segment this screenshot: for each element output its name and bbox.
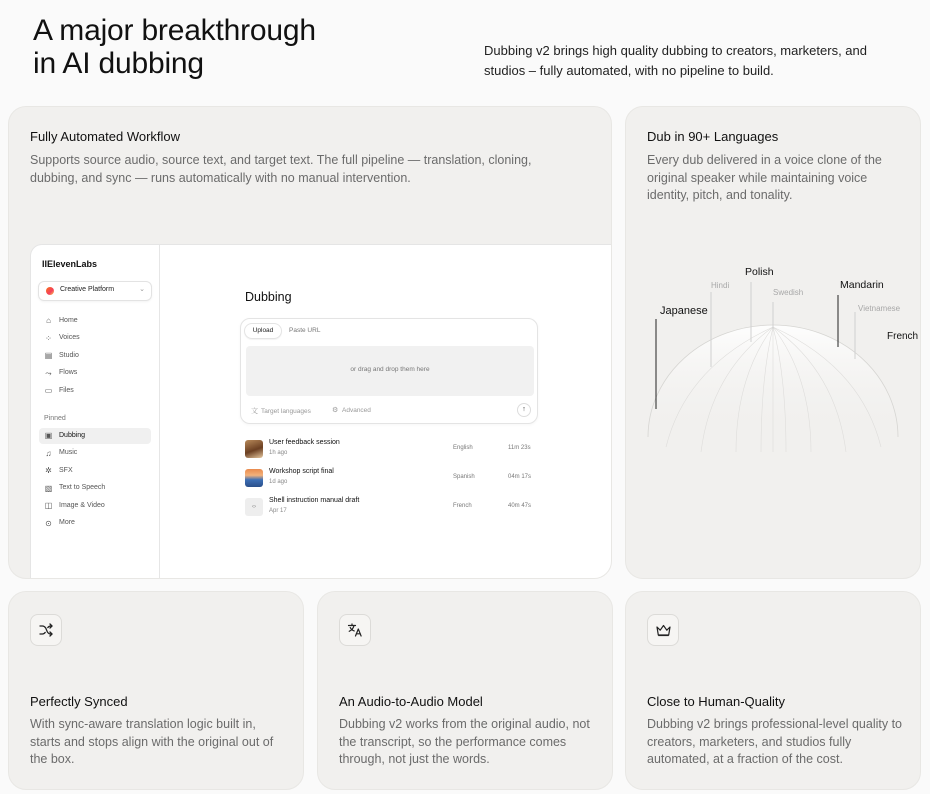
card-title: Close to Human-Quality	[647, 694, 785, 709]
sidebar-item-sfx[interactable]	[39, 463, 151, 479]
pinned-label: Pinned	[44, 415, 66, 422]
hero-title	[33, 14, 316, 80]
sidebar-item-label: Dubbing	[59, 431, 86, 439]
feature-card	[625, 591, 921, 790]
card-description: Every dub delivered in a voice clone of the original speaker while maintaining voice identity, pitch, and tonality.	[647, 153, 882, 202]
sidebar-item-label: Flows	[59, 369, 78, 376]
job-time: Apr 17	[269, 508, 287, 514]
studio-icon: ▤	[44, 351, 53, 360]
job-row[interactable]	[245, 496, 541, 520]
card-title: Fully Automated Workflow	[30, 129, 181, 144]
hero-title-line2: in AI dubbing	[33, 47, 204, 80]
advanced-label: Advanced	[342, 407, 371, 414]
language-globe	[626, 107, 921, 579]
files-icon: ▭	[44, 386, 53, 395]
sidebar-item-more[interactable]	[39, 516, 151, 532]
chevron-updown-icon: ⌄	[139, 286, 145, 293]
sidebar-item-studio[interactable]	[39, 348, 151, 364]
workflow-card	[8, 106, 612, 579]
language-label: Swedish	[773, 288, 804, 297]
settings-icon: ⚙	[332, 407, 339, 414]
job-thumbnail	[245, 440, 263, 458]
flows-icon: ⤳	[45, 368, 52, 378]
card-description: Dubbing v2 works from the original audio, not the transcript, so the performance comes through, not just the words.	[339, 717, 590, 766]
sfx-icon: ✲	[45, 466, 52, 475]
card-description: Supports source audio, source text, and target text. The full pipeline — translation, cloning, dubbing, and sync — runs automatically with no manual intervention.	[30, 153, 532, 185]
feature-icon-tile	[339, 614, 371, 646]
feature-icon-tile	[30, 614, 62, 646]
hero-description: Dubbing v2 brings high quality dubbing to creators, marketers, and studios – fully automated, with no pipeline to build.	[484, 43, 867, 78]
job-time: 1h ago	[269, 450, 288, 456]
tts-icon: ▧	[44, 483, 53, 493]
workspace-avatar	[46, 287, 54, 295]
sidebar-item-voices[interactable]	[39, 331, 151, 347]
feature-icon-tile	[647, 614, 679, 646]
job-duration: 11m 23s	[508, 445, 531, 451]
sidebar-item-text-to-speech[interactable]	[39, 481, 151, 497]
card-description: Dubbing v2 brings professional-level quality to creators, marketers, and studios fully automated, at a fraction of the cost.	[647, 717, 903, 766]
dubbing-icon: ▣	[44, 431, 53, 440]
drop-zone-text: or drag and drop them here	[350, 366, 430, 373]
advanced-button[interactable]	[332, 406, 371, 414]
app-logo: IIElevenLabs	[42, 259, 98, 269]
job-duration: 40m 47s	[508, 503, 532, 509]
submit-button[interactable]	[517, 403, 531, 417]
sidebar-item-label: Voices	[59, 334, 80, 341]
sidebar-item-label: Home	[59, 316, 78, 324]
feature-card	[8, 591, 304, 790]
voices-icon: ⁘	[45, 333, 52, 343]
languages-card	[625, 106, 921, 579]
job-time: 1d ago	[269, 479, 288, 485]
app-sidebar	[31, 245, 160, 579]
sidebar-item-image-video[interactable]	[39, 498, 151, 514]
job-name: Workshop script final	[269, 468, 334, 475]
job-thumbnail	[245, 498, 263, 516]
card-title: Dub in 90+ Languages	[647, 129, 779, 144]
document-icon: ‹›	[252, 504, 256, 510]
sidebar-item-label: Music	[59, 449, 78, 456]
arrow-up-icon: ↑	[522, 406, 526, 413]
job-thumbnail	[245, 469, 263, 487]
shuffle-icon	[38, 622, 54, 638]
page-title: Dubbing	[245, 290, 292, 304]
target-languages-label: Target languages	[261, 408, 311, 415]
translate-icon: 文	[251, 408, 258, 415]
language-label: Vietnamese	[858, 304, 901, 313]
crown-icon	[655, 623, 672, 638]
upload-panel	[240, 318, 538, 424]
sidebar-item-music[interactable]	[39, 446, 151, 462]
sidebar-item-files[interactable]	[39, 383, 151, 399]
sidebar-item-label: More	[59, 519, 75, 526]
sidebar-item-home[interactable]	[39, 313, 151, 329]
workspace-label: Creative Platform	[60, 286, 115, 293]
job-name: User feedback session	[269, 439, 340, 446]
more-icon: ⊙	[45, 518, 52, 528]
card-description: With sync-aware translation logic built in, starts and stops align with the original out of the box.	[30, 717, 274, 766]
translate-icon	[347, 622, 364, 638]
tab-paste-url[interactable]: Paste URL	[289, 327, 321, 334]
card-title: An Audio-to-Audio Model	[339, 694, 483, 709]
sidebar-item-label: Studio	[59, 351, 79, 359]
sidebar-item-label: Files	[59, 386, 74, 394]
hero-title-line1: A major breakthrough	[33, 14, 316, 47]
job-language: Spanish	[453, 474, 475, 480]
sidebar-item-label: Image & Video	[59, 501, 105, 509]
tab-upload[interactable]: Upload	[244, 323, 282, 339]
job-language: English	[453, 445, 473, 451]
target-languages-button[interactable]	[251, 406, 311, 416]
home-icon: ⌂	[46, 316, 51, 325]
job-row[interactable]	[245, 438, 541, 462]
drop-zone[interactable]	[246, 346, 534, 396]
app-mock	[30, 244, 612, 579]
job-name: Shell instruction manual draft	[269, 497, 360, 504]
sidebar-item-dubbing[interactable]	[39, 428, 151, 444]
language-label: Hindi	[711, 281, 730, 290]
image-video-icon: ◫	[44, 501, 53, 510]
job-duration: 04m 17s	[508, 474, 532, 480]
language-label: Mandarin	[840, 279, 884, 291]
language-label: Polish	[745, 266, 774, 278]
sidebar-item-flows[interactable]	[39, 366, 151, 382]
feature-card	[317, 591, 613, 790]
language-label: Japanese	[660, 305, 708, 317]
sidebar-item-label: Text to Speech	[59, 484, 106, 491]
card-title: Perfectly Synced	[30, 694, 128, 709]
music-icon: ♫	[45, 448, 52, 458]
job-language: French	[453, 503, 472, 509]
language-label: French	[887, 331, 919, 342]
workspace-selector[interactable]	[38, 281, 152, 301]
sidebar-item-label: SFX	[59, 466, 73, 474]
job-row[interactable]	[245, 467, 541, 491]
